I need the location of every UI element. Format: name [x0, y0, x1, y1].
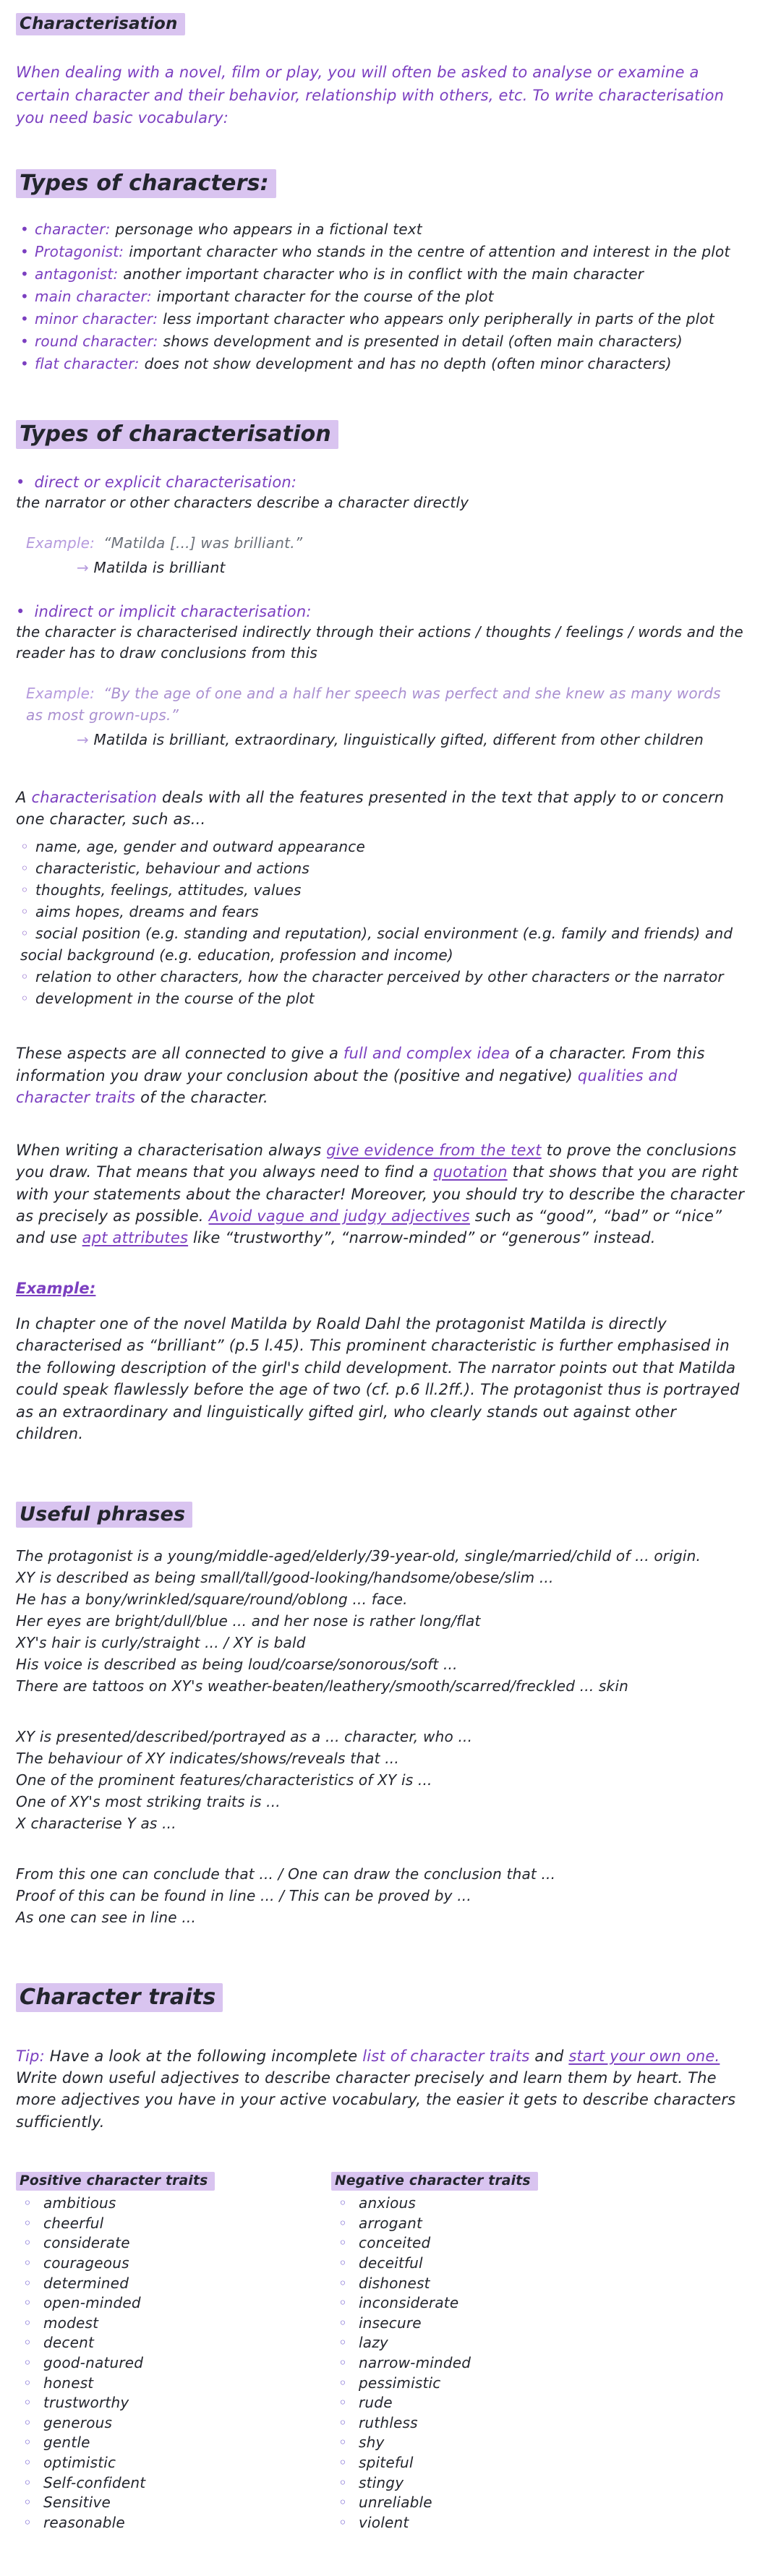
trait-text: optimistic [43, 2453, 116, 2471]
intro-paragraph: When dealing with a novel, film or play, you will often be asked to analyse or examine a certain character and their behavior, relationship with others, etc. To write characterisation you need basic vocabulary: [16, 64, 725, 127]
circle-bullet-icon: ◦ [23, 2434, 32, 2452]
character-type-term: Protagonist: [35, 242, 124, 260]
phrase-line: XY is described as being small/tall/good-looking/handsome/obese/slim ... [16, 1568, 554, 1586]
direct-characterisation-description: the narrator or other characters describe a character directly [16, 493, 469, 511]
bullet-icon: • [20, 309, 29, 328]
direct-example-conclusion: → Matilda is brilliant [77, 558, 226, 576]
trait-text: rude [359, 2394, 393, 2412]
circle-bullet-icon: ◦ [23, 2294, 32, 2312]
phrase-line: He has a bony/wrinkled/square/round/oblong ... face. [16, 1590, 408, 1608]
circle-bullet-icon: ◦ [23, 2354, 32, 2371]
character-type-term: round character: [35, 332, 158, 350]
character-type-description: does not show development and has no depth (often minor characters) [144, 354, 672, 372]
feature-item [20, 857, 751, 879]
positive-traits-column [16, 2172, 320, 2533]
character-type-description: shows development and is presented in detail (often main characters) [163, 332, 683, 350]
feature-item [20, 988, 751, 1009]
spacer [16, 1957, 752, 1976]
tip-paragraph: Tip: Have a look at the following incomplete list of character traits and start your own one. Write down useful adjectives to describe character precisely and learn them by heart. The more adjectives you have in your active vocabulary, the easier it gets to describe characters sufficiently. [16, 2047, 736, 2131]
trait-text: honest [43, 2374, 94, 2392]
phrase-line: Her eyes are bright/dull/blue ... and her nose is rather long/flat [16, 1612, 481, 1630]
trait-item [338, 2233, 635, 2254]
circle-bullet-icon: ◦ [338, 2254, 347, 2272]
trait-item [338, 2214, 635, 2234]
circle-bullet-icon: ◦ [23, 2314, 32, 2332]
phrase-line: X characterise Y as ... [16, 1814, 176, 1832]
phrases-presentation-block [16, 1726, 752, 1834]
phrase-line: From this one can conclude that ... / One can draw the conclusion that ... [16, 1865, 556, 1883]
indirect-characterisation-label [16, 603, 752, 620]
character-type-description: important character for the course of the plot [156, 287, 494, 305]
circle-bullet-icon: ◦ [23, 2334, 32, 2352]
feature-item [20, 836, 751, 857]
trait-item [23, 2413, 320, 2434]
trait-text: anxious [359, 2194, 417, 2212]
trait-text: inconsiderate [359, 2294, 459, 2312]
features-list [20, 836, 752, 1009]
direct-example-quote: “Matilda [...] was brilliant.” [103, 534, 303, 552]
circle-bullet-icon: ◦ [23, 2394, 32, 2412]
bullet-icon: • [20, 242, 29, 260]
character-type-description: another important character who is in conflict with the main character [123, 265, 644, 283]
spacer [16, 1476, 752, 1494]
section-heading-useful-phrases: Useful phrases [16, 1502, 192, 1528]
character-types-list [20, 218, 752, 375]
trait-item [338, 2274, 635, 2294]
trait-item [23, 2433, 320, 2453]
trait-item [338, 2493, 635, 2513]
bullet-icon: • [20, 265, 29, 283]
positive-traits-heading: Positive character traits [16, 2172, 215, 2191]
bullet-icon: • [20, 287, 29, 305]
indirect-example-quote: “By the age of one and a half her speech was perfect and she knew as many words as most grown-ups.” [26, 684, 721, 724]
section-heading-character-traits: Character traits [16, 1983, 223, 2012]
circle-bullet-icon: ◦ [338, 2374, 347, 2392]
trait-item [338, 2393, 635, 2413]
trait-item [23, 2314, 320, 2334]
trait-text: modest [43, 2314, 99, 2332]
trait-text: violent [359, 2513, 409, 2531]
trait-item [338, 2374, 635, 2394]
phrases-appearance-block [16, 1545, 752, 1697]
trait-item [338, 2453, 635, 2473]
circle-bullet-icon: ◦ [20, 881, 29, 899]
phrase-line: One of the prominent features/characteristics of XY is ... [16, 1771, 432, 1789]
character-type-term: main character: [35, 287, 152, 305]
trait-text: shy [359, 2434, 385, 2452]
worked-example-label: Example: [16, 1279, 96, 1297]
trait-text: Self-confident [43, 2473, 146, 2491]
trait-text: decent [43, 2334, 95, 2352]
circle-bullet-icon: ◦ [338, 2434, 347, 2452]
feature-text: development in the course of the plot [35, 990, 315, 1008]
trait-text: trustworthy [43, 2394, 129, 2412]
trait-text: dishonest [359, 2274, 430, 2292]
trait-text: unreliable [359, 2494, 432, 2512]
trait-text: conceited [359, 2234, 431, 2252]
direct-example-line [26, 532, 742, 554]
circle-bullet-icon: ◦ [20, 838, 29, 856]
trait-item [23, 2254, 320, 2274]
trait-text: arrogant [359, 2214, 423, 2232]
trait-text: courageous [43, 2254, 129, 2272]
trait-text: lazy [359, 2334, 388, 2352]
page-title: Characterisation [16, 13, 185, 35]
trait-text: Sensitive [43, 2494, 111, 2512]
trait-item [338, 2353, 635, 2374]
trait-item [23, 2493, 320, 2513]
circle-bullet-icon: ◦ [23, 2494, 32, 2512]
trait-item [23, 2274, 320, 2294]
trait-item [23, 2214, 320, 2234]
traits-columns [16, 2172, 752, 2533]
phrase-line: XY is presented/described/portrayed as a ... character, who ... [16, 1727, 473, 1745]
circle-bullet-icon: ◦ [338, 2354, 347, 2371]
character-type-item [20, 263, 751, 286]
circle-bullet-icon: ◦ [20, 968, 29, 986]
trait-text: determined [43, 2274, 129, 2292]
circle-bullet-icon: ◦ [23, 2513, 32, 2531]
character-type-item [20, 353, 751, 375]
trait-item [23, 2393, 320, 2413]
trait-item [23, 2233, 320, 2254]
worked-example-paragraph: In chapter one of the novel Matilda by Roald Dahl the protagonist Matilda is directly characterised as “brilliant” (p.5 l.45). This prominent characteristic is further emphasised in the following description of the girl's child development. The narrator points out that Matilda could speak flawlessly before the age of two (cf. p.6 ll.2ff.). The protagonist thus is portrayed as an extraordinary and linguistically gifted girl, who clearly stands out against other children. [16, 1314, 740, 1443]
indirect-example-block [26, 682, 752, 750]
trait-item [23, 2473, 320, 2494]
trait-item [338, 2314, 635, 2334]
feature-text: social position (e.g. standing and reputation), social environment (e.g. family and friends) and social background (e.g. education, profession and income) [20, 925, 733, 964]
trait-text: pessimistic [359, 2374, 441, 2392]
example-label: Example: [26, 534, 95, 552]
section-heading-types-of-characterisation: Types of characterisation [16, 420, 338, 449]
circle-bullet-icon: ◦ [338, 2314, 347, 2332]
section-heading-types-of-characters: Types of characters: [16, 169, 276, 198]
character-type-description: less important character who appears only peripherally in parts of the plot [163, 309, 714, 328]
circle-bullet-icon: ◦ [338, 2194, 347, 2212]
direct-label-text: direct or explicit characterisation: [34, 473, 297, 491]
circle-bullet-icon: ◦ [338, 2473, 347, 2491]
trait-text: ambitious [43, 2194, 116, 2212]
character-type-term: minor character: [35, 309, 158, 328]
character-type-term: flat character: [35, 354, 140, 372]
phrases-conclusion-block [16, 1863, 752, 1928]
circle-bullet-icon: ◦ [23, 2274, 32, 2292]
phrase-line: Proof of this can be found in line ... / This can be proved by ... [16, 1886, 471, 1904]
bullet-icon: • [20, 354, 29, 372]
circle-bullet-icon: ◦ [23, 2234, 32, 2252]
feature-item [20, 966, 751, 988]
circle-bullet-icon: ◦ [338, 2453, 347, 2471]
trait-text: generous [43, 2413, 113, 2431]
indirect-characterisation-description: the character is characterised indirectly through their actions / thoughts / feelings / words and the reader has to draw conclusions from this [16, 622, 743, 662]
circle-bullet-icon: ◦ [338, 2214, 347, 2232]
indirect-example-line [26, 682, 742, 726]
phrase-line: The protagonist is a young/middle-aged/elderly/39-year-old, single/married/child of ... origin. [16, 1546, 701, 1565]
circle-bullet-icon: ◦ [20, 903, 29, 921]
aspects-paragraph: These aspects are all connected to give a full and complex idea of a character. From this information you draw your conclusion about the (positive and negative) qualities and character traits of the character. [16, 1045, 705, 1107]
features-intro: A characterisation deals with all the features presented in the text that apply to or concern one character, such as... [16, 788, 725, 828]
trait-text: open-minded [43, 2294, 141, 2312]
character-type-item [20, 330, 751, 353]
character-type-description: personage who appears in a fictional text [115, 220, 422, 238]
circle-bullet-icon: ◦ [23, 2214, 32, 2232]
trait-item [23, 2353, 320, 2374]
trait-item [338, 2513, 635, 2533]
negative-traits-list [338, 2194, 635, 2533]
trait-item [23, 2293, 320, 2314]
circle-bullet-icon: ◦ [338, 2513, 347, 2531]
character-type-term: antagonist: [35, 265, 119, 283]
bullet-icon: • [20, 332, 29, 350]
indirect-characterisation-block [16, 603, 752, 664]
character-type-item [20, 308, 751, 330]
feature-text: characteristic, behaviour and actions [35, 860, 310, 878]
trait-text: reasonable [43, 2513, 125, 2531]
circle-bullet-icon: ◦ [20, 925, 29, 943]
circle-bullet-icon: ◦ [338, 2234, 347, 2252]
trait-item [23, 2513, 320, 2533]
phrase-line: XY's hair is curly/straight ... / XY is bald [16, 1633, 306, 1651]
negative-traits-column [331, 2172, 635, 2533]
phrase-line: There are tattoos on XY's weather-beaten/leathery/smooth/scarred/freckled ... skin [16, 1677, 628, 1695]
circle-bullet-icon: ◦ [23, 2453, 32, 2471]
circle-bullet-icon: ◦ [23, 2194, 32, 2212]
character-type-item [20, 218, 751, 241]
circle-bullet-icon: ◦ [338, 2394, 347, 2412]
circle-bullet-icon: ◦ [338, 2294, 347, 2312]
trait-text: stingy [359, 2473, 404, 2491]
character-type-term: character: [35, 220, 111, 238]
circle-bullet-icon: ◦ [20, 990, 29, 1008]
circle-bullet-icon: ◦ [23, 2413, 32, 2431]
trait-item [338, 2413, 635, 2434]
circle-bullet-icon: ◦ [23, 2374, 32, 2392]
circle-bullet-icon: ◦ [338, 2274, 347, 2292]
positive-traits-list [23, 2194, 320, 2533]
phrase-line: One of XY's most striking traits is ... [16, 1792, 281, 1810]
bullet-icon: • [16, 602, 25, 620]
circle-bullet-icon: ◦ [338, 2413, 347, 2431]
trait-item [23, 2453, 320, 2473]
trait-item [23, 2194, 320, 2214]
trait-item [338, 2293, 635, 2314]
trait-text: insecure [359, 2314, 422, 2332]
circle-bullet-icon: ◦ [23, 2254, 32, 2272]
trait-item [338, 2194, 635, 2214]
feature-item [20, 923, 751, 966]
feature-item [20, 879, 751, 901]
trait-text: spiteful [359, 2453, 414, 2471]
feature-text: thoughts, feelings, attitudes, values [35, 881, 302, 899]
negative-traits-heading: Negative character traits [331, 2172, 538, 2191]
direct-example-block [26, 532, 752, 578]
direct-characterisation-block [16, 474, 752, 513]
trait-item [338, 2254, 635, 2274]
example-label: Example: [26, 684, 95, 702]
trait-item [23, 2374, 320, 2394]
trait-text: gentle [43, 2434, 90, 2452]
circle-bullet-icon: ◦ [23, 2473, 32, 2491]
trait-item [338, 2473, 635, 2494]
circle-bullet-icon: ◦ [338, 2334, 347, 2352]
phrase-line: The behaviour of XY indicates/shows/reveals that ... [16, 1749, 399, 1767]
indirect-label-text: indirect or implicit characterisation: [34, 602, 312, 620]
feature-text: name, age, gender and outward appearance [35, 838, 365, 856]
phrase-line: As one can see in line ... [16, 1908, 197, 1926]
circle-bullet-icon: ◦ [338, 2494, 347, 2512]
phrase-line: His voice is described as being loud/coarse/sonorous/soft ... [16, 1655, 458, 1673]
character-type-description: important character who stands in the centre of attention and interest in the plot [129, 242, 730, 260]
feature-item [20, 901, 751, 923]
trait-text: good-natured [43, 2354, 144, 2371]
circle-bullet-icon: ◦ [20, 860, 29, 878]
direct-characterisation-label [16, 474, 752, 491]
trait-text: cheerful [43, 2214, 104, 2232]
trait-text: narrow-minded [359, 2354, 471, 2371]
trait-text: deceitful [359, 2254, 423, 2272]
trait-text: ruthless [359, 2413, 418, 2431]
bullet-icon: • [16, 473, 25, 491]
indirect-example-conclusion: → Matilda is brilliant, extraordinary, linguistically gifted, different from other children [77, 730, 704, 748]
feature-text: aims hopes, dreams and fears [35, 903, 259, 921]
character-type-item [20, 286, 751, 308]
character-type-item [20, 241, 751, 263]
trait-item [338, 2433, 635, 2453]
bullet-icon: • [20, 220, 29, 238]
feature-text: relation to other characters, how the character perceived by other characters or the narrator [35, 968, 724, 986]
evidence-paragraph: When writing a characterisation always give evidence from the text to prove the conclusions you draw. That means that you always need to find a quotation that shows that you are right with your statements about the character! Moreover, you should try to describe the character as precisely as possible. Avoid vague and judgy adjectives such as “good”, “bad” or “nice” and use apt attributes like “trustworthy”, “narrow-minded” or “generous” instead. [16, 1141, 745, 1247]
trait-text: considerate [43, 2234, 130, 2252]
